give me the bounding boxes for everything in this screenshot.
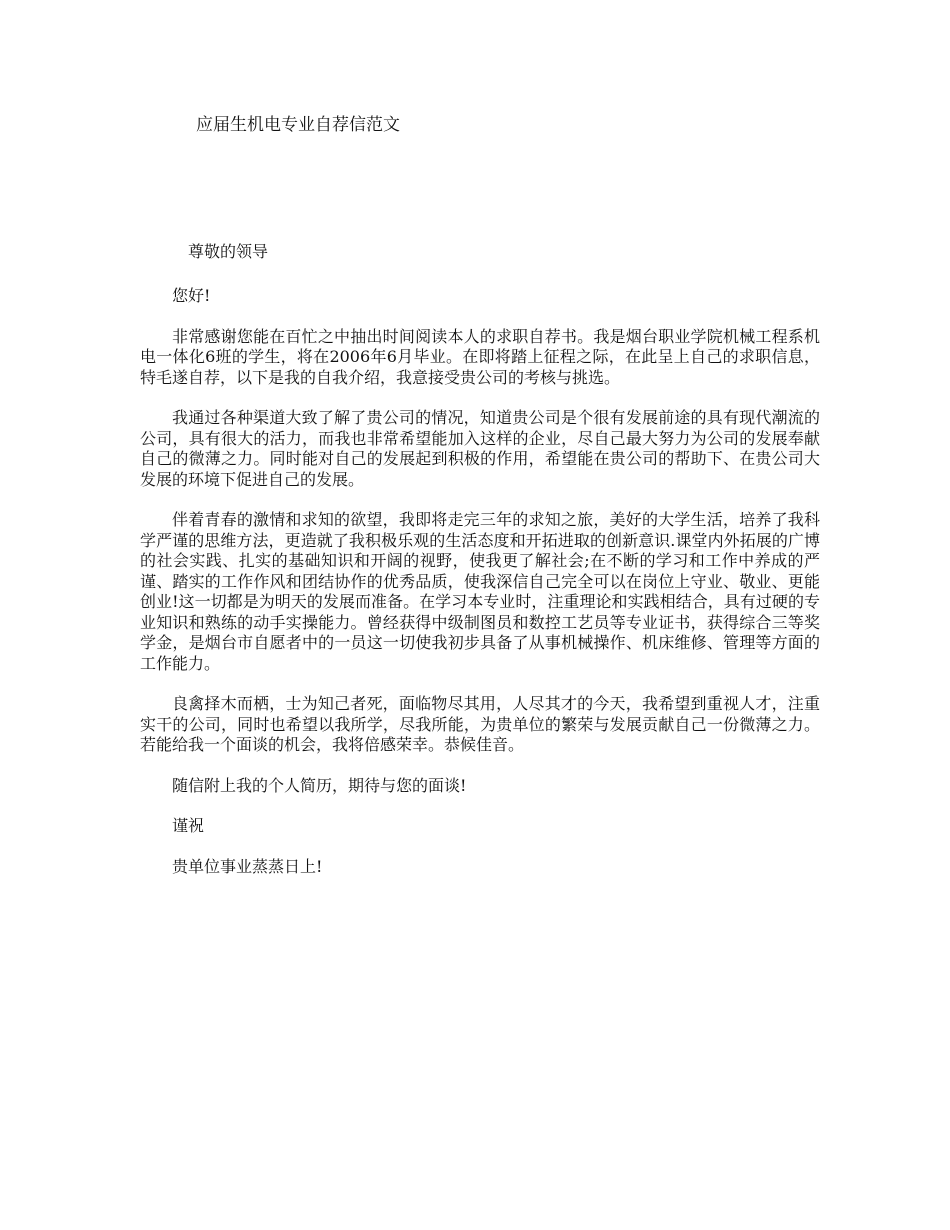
letter-body xyxy=(140,286,820,897)
closing: 谨祝 xyxy=(172,816,205,835)
paragraph-intro: 非常感谢您能在百忙之中抽出时间阅读本人的求职自荐书。我是烟台职业学院机械工程系机电一体化6班的学生，将在2006年6月毕业。在即将踏上征程之际，在此呈上自己的求职信息，特毛遂自荐，以下是我的自我介绍，我意接受贵公司的考核与挑选。 xyxy=(140,326,820,387)
paragraph-experience: 伴着青春的激情和求知的欲望，我即将走完三年的求知之旅，美好的大学生活，培养了我科学严谨的思维方法，更造就了我积极乐观的生活态度和开拓进取的创新意识.课堂内外拓展的广博的社会实践、扎实的基础知识和开阔的视野，使我更了解社会;在不断的学习和工作中养成的严谨、踏实的工作作风和团结协作的优秀品质，使我深信自己完全可以在岗位上守业、敬业、更能创业!这一切都是为明天的发展而准备。在学习本专业时，注重理论和实践相结合，具有过硬的专业知识和熟练的动手实操能力。曾经获得中级制图员和数控工艺员等专业证书，获得综合三等奖学金，是烟台市自愿者中的一员这一切使我初步具备了从事机械操作、机床维修、管理等方面的工作能力。 xyxy=(140,510,820,673)
wish: 贵单位事业蒸蒸日上! xyxy=(172,856,323,876)
document-title: 应届生机电专业自荐信范文 xyxy=(196,115,400,135)
salutation: 尊敬的领导 xyxy=(188,242,269,261)
greeting: 您好! xyxy=(172,286,211,305)
paragraph-aspiration: 良禽择木而栖，士为知己者死，面临物尽其用，人尽其才的今天，我希望到重视人才，注重实干的公司，同时也希望以我所学，尽我所能，为贵单位的繁荣与发展贡献自己一份微薄之力。若能给我一个面谈的机会，我将倍感荣幸。恭候佳音。 xyxy=(140,694,820,754)
paragraph-company: 我通过各种渠道大致了解了贵公司的情况，知道贵公司是个很有发展前途的具有现代潮流的公司，具有很大的活力，而我也非常希望能加入这样的企业，尽自己最大努力为公司的发展奉献自己的微薄之力。同时能对自己的发展起到积极的作用，希望能在贵公司的帮助下、在贵公司大发展的环境下促进自己的发展。 xyxy=(140,408,820,489)
paragraph-resume: 随信附上我的个人简历，期待与您的面谈! xyxy=(172,775,467,795)
